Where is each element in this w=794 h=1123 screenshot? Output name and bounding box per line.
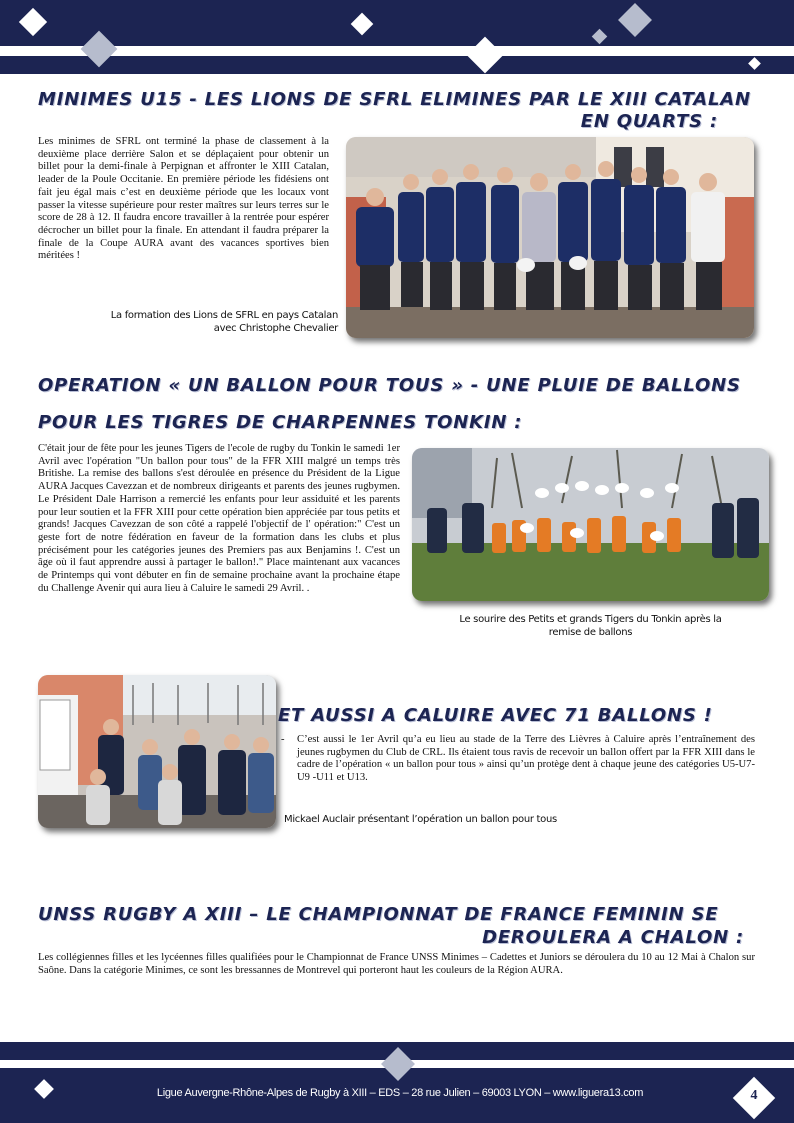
article2-caption-line2: remise de ballons (548, 627, 633, 638)
page-number: 4 (750, 1088, 758, 1103)
article1-caption (38, 309, 338, 335)
article1-caption-line2: avec Christophe Chevalier (213, 323, 338, 334)
article4-title: UNSS RUGBY A XIII – LE CHAMPIONNAT DE FRANCE FEMININ SE (38, 904, 719, 925)
header-stripe (0, 46, 794, 56)
article4-body: Les collégiennes filles et les lycéennes filles qualifiées pour le Championnat de France UNSS Minimes – Cadettes et Juniors se déroulera du 10 au 12 Mai à Chalon sur Saône. Dans la catégorie Minimes, ce sont les bressannes de Montrevel qui porteront haut les couleurs de la Région AURA. (38, 952, 755, 976)
header-band (0, 0, 794, 46)
article3-caption: Mickael Auclair présentant l’opération un ballon pour tous (284, 814, 557, 825)
article3-body: C’est aussi le 1er Avril qu’a eu lieu au stade de la Terre des Lièvres à Caluire après l’entraînement des jeunes rugbymen du Club de CRL. Ils étaient tous ravis de recevoir un ballon offert par la FFR XIII dans le cadre de l’opération « un ballon pour tous » ainsi qu’un protège dent à chaque jeune des catégories U5-U7- U9 -U11 et U13. (297, 734, 755, 784)
article2-title-cont: POUR LES TIGRES DE CHARPENNES TONKIN : (38, 412, 523, 433)
header-band-lower (0, 56, 794, 74)
article3-title: ET AUSSI A CALUIRE AVEC 71 BALLONS ! (278, 705, 713, 726)
article4-title-cont: DEROULERA A CHALON : (482, 927, 744, 948)
article1-title-cont: EN QUARTS : (580, 111, 718, 132)
article3-bullet: - (281, 734, 285, 745)
page-header (0, 0, 794, 76)
article1-caption-line1: La formation des Lions de SFRL en pays Catalan (110, 310, 338, 321)
photo-caluire (38, 675, 276, 828)
photo-tigers-tonkin (412, 448, 769, 601)
article2-caption (412, 613, 769, 639)
article2-caption-line1: Le sourire des Petits et grands Tigers du Tonkin après la (459, 614, 722, 625)
photo-team-sfrl (346, 137, 754, 338)
article1-title: MINIMES U15 - LES LIONS DE SFRL ELIMINES PAR LE XIII CATALAN (38, 89, 751, 110)
article1-body: Les minimes de SFRL ont terminé la phase de classement à la deuxième place derrière Salon et se déplaçaient pour obtenir un billet pour la demi-finale à Perpignan et affronter le XIII Catalan, leader de la Poule Occitanie. En première période les fidésiens ont fait jeu égal mais c’est en deuxième période que les locaux vont passer la vitesse supérieure pour rester maîtres sur leurs terres sur le score de 28 à 12. Il faudra encore travailler à la rentrée pour espérer décrocher un billet pour la finale. En attendant il faudra préparer la finale de la Coupe AURA avant des vacances sportives bien méritées ! (38, 136, 329, 262)
footer-address[interactable]: Ligue Auvergne-Rhône-Alpes de Rugby à XIII – EDS – 28 rue Julien – 69003 LYON – www.liguera13.com (156, 1087, 644, 1099)
article2-body: C'était jour de fête pour les jeunes Tigers de l'ecole de rugby du Tonkin le samedi 1er Avril avec l'opération "Un ballon pour tous" de la FFR XIII malgré un temps très Britishe. La remise des ballons s'est déroulée en présence du Président de la Ligue AURA Jacques Cavezzan et de nombreux dirigeants et parents des jeunes rugbymen. Le Président Dale Harrison a remercié les enfants pour leur assiduité et les parents pour leur soutien et la FFR XIII pour cette opération bien appréciée par tous petits et grands! Jacques Cavezzan de son côté a rappelé l'objectif de l' opération:" C'est un geste fort de notre fédération en faveur de la formation dans les clubs et plus précisément pour les catégories jeunes des Premiers pas aux Benjamins !. C'est un âge où il faut apprendre aussi à partager le ballon!." Place maintenant aux vacances de Printemps qui vont débuter en fin de semaine prochaine avant la prochaine étape du Challenge Avenir qui aura lieu à Caluire le samedi 29 Avril. . (38, 443, 400, 594)
page-footer (0, 1042, 794, 1123)
article2-title: OPERATION « UN BALLON POUR TOUS » - UNE PLUIE DE BALLONS (38, 375, 741, 396)
